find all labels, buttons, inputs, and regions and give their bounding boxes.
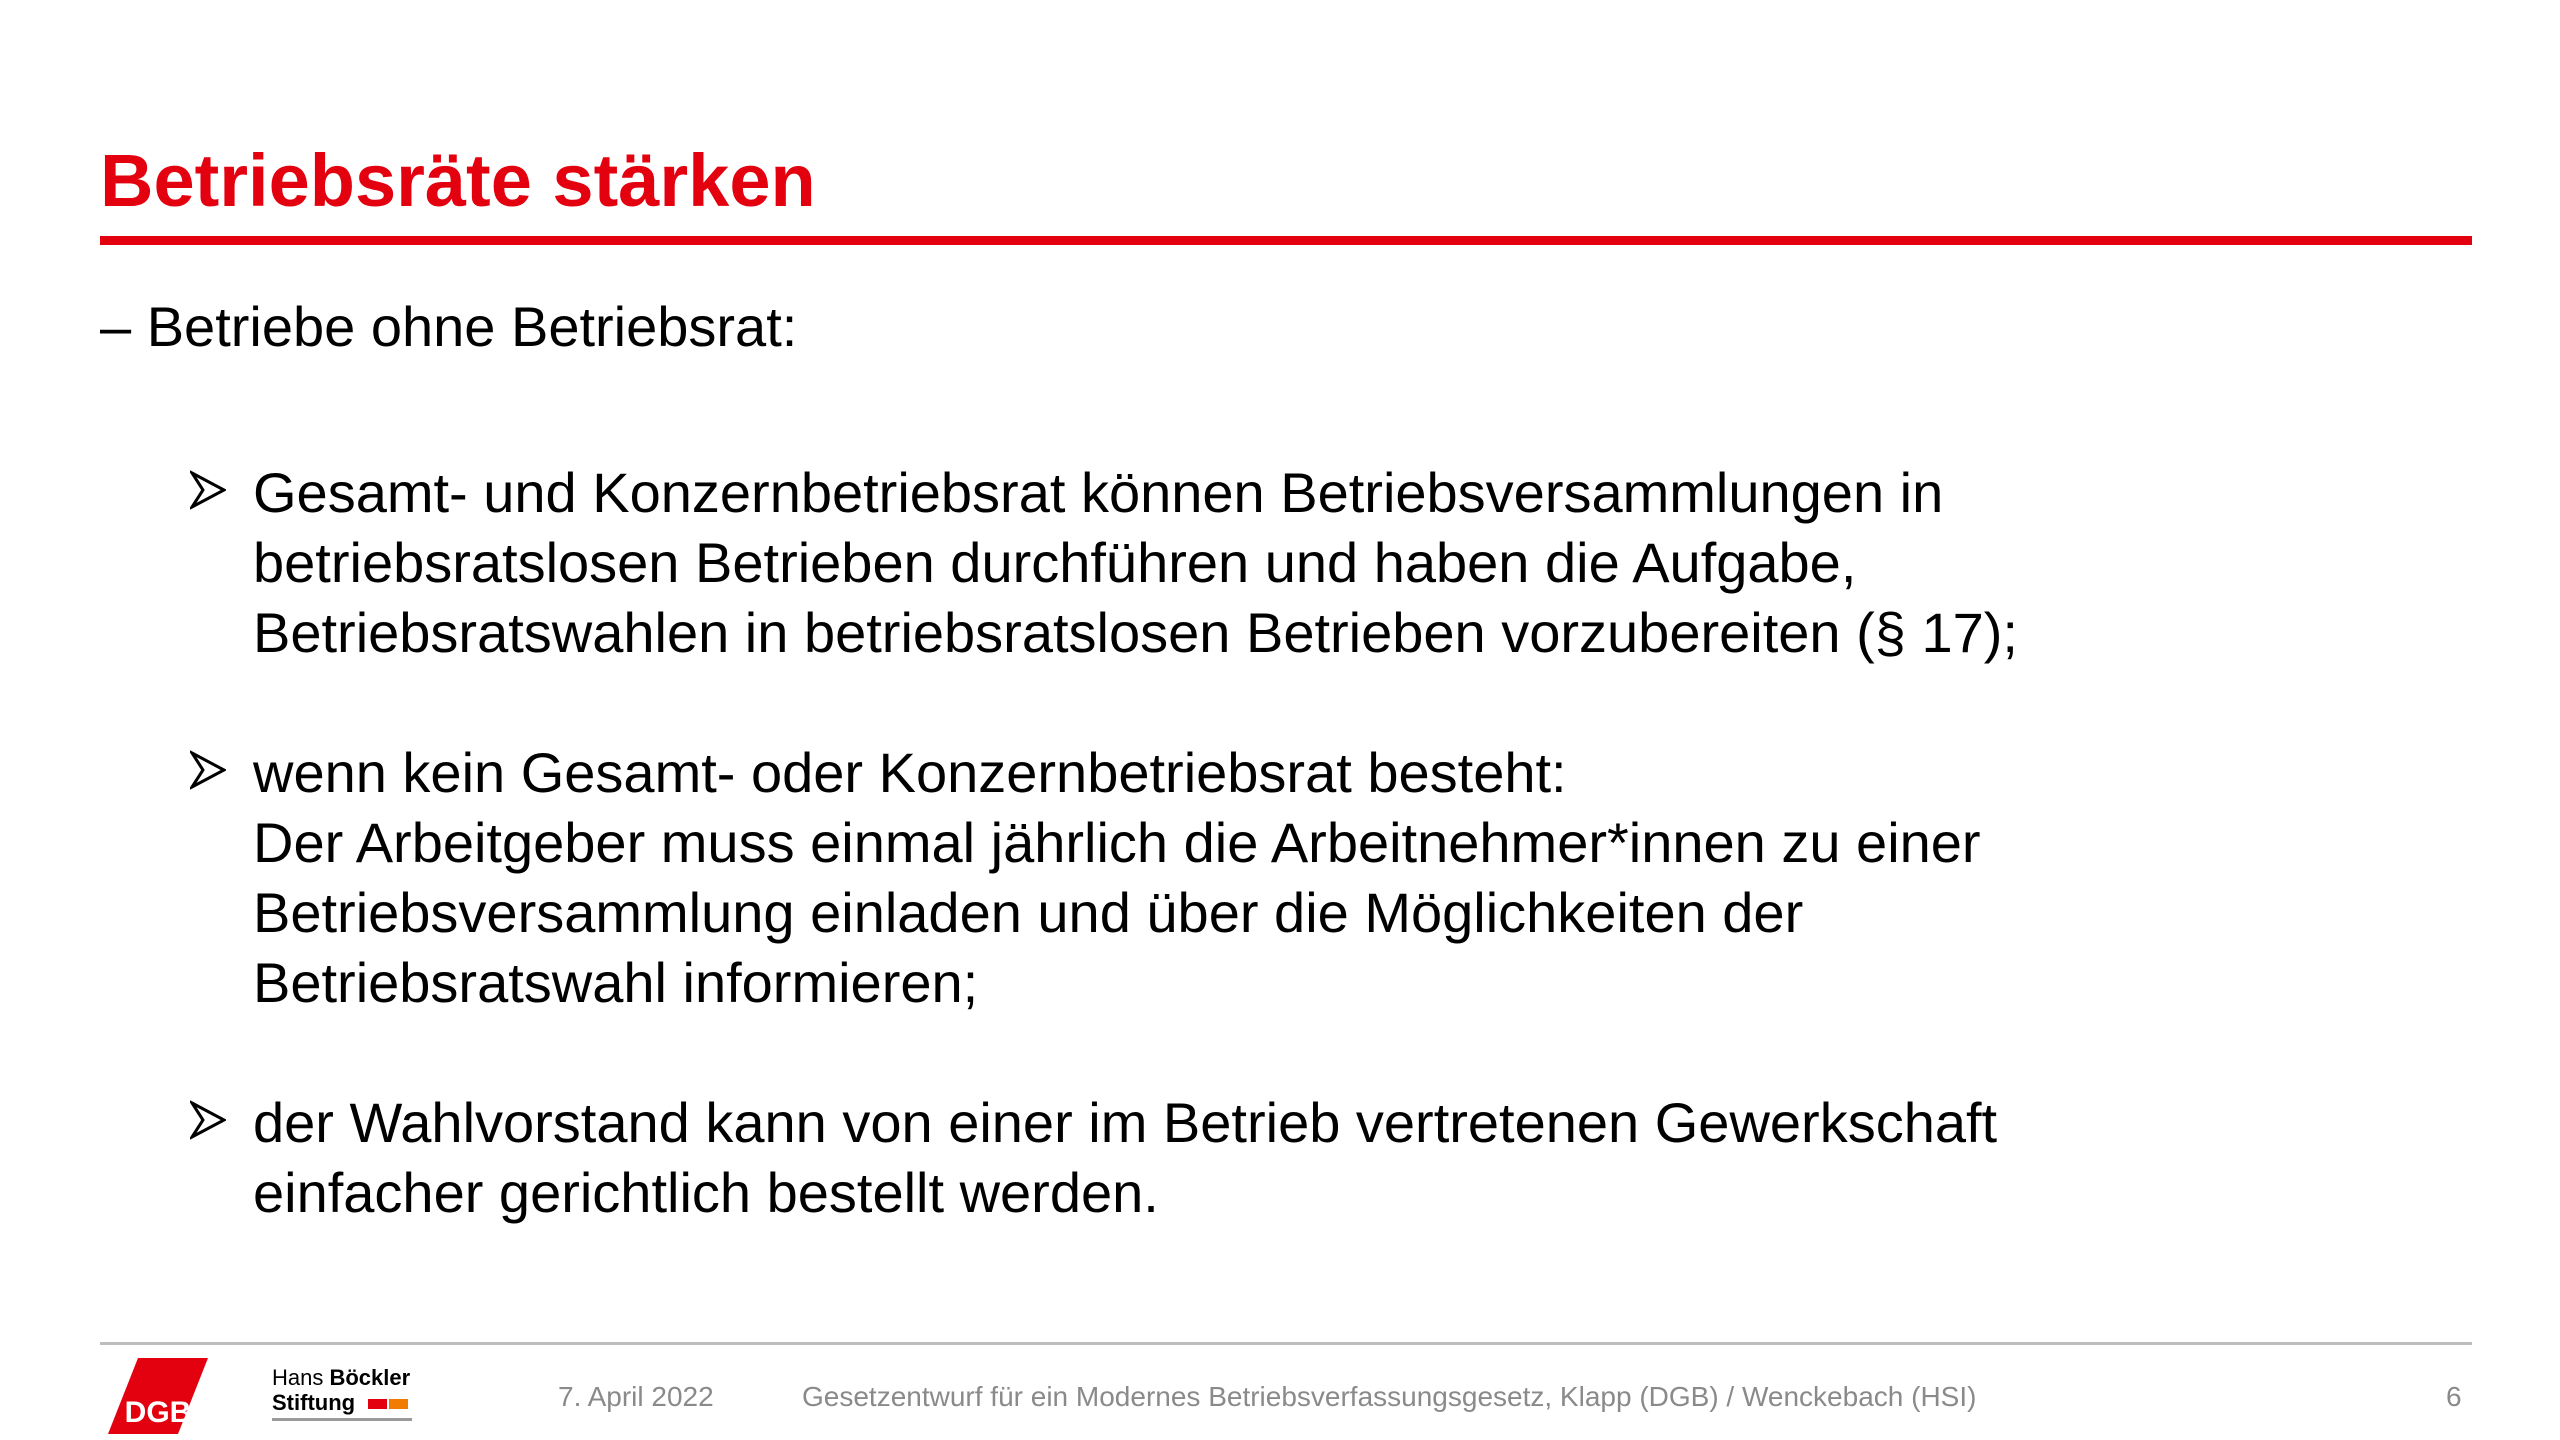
hans-boeckler-stiftung-logo [272,1366,422,1430]
dgb-logo [108,1358,208,1434]
bullet-line: Betriebsversammlung einladen und über die Möglichkeiten der [253,881,1804,944]
dgb-logo-text: DGB [124,1396,192,1429]
bullet-line: wenn kein Gesamt- oder Konzernbetriebsrat besteht: [253,741,1567,804]
arrowhead-bullet-icon [190,1088,244,1158]
hbs-logo-line2: Stiftung [272,1390,356,1415]
title-underline [100,236,2472,245]
bullet-line: Gesamt- und Konzernbetriebsrat können Betriebsversammlungen in [253,461,1944,524]
bullet-line: Der Arbeitgeber muss einmal jährlich die Arbeitnehmer*innen zu einer [253,811,1981,874]
bullet-line: betriebsratslosen Betrieben durchführen und haben die Aufgabe, [253,531,1857,594]
hbs-logo-squares [368,1399,408,1409]
footer-date: 7. April 2022 [558,1381,714,1412]
footer-divider [100,1342,2472,1345]
bullet-line: Betriebsratswahlen in betriebsratslosen Betrieben vorzubereiten (§ 17); [253,601,2018,664]
bullet-line: der Wahlvorstand kann von einer im Betrieb vertretenen Gewerkschaft [253,1091,1998,1154]
hbs-logo-tagline [272,1418,412,1421]
slide-title: Betriebsräte stärken [100,139,816,222]
bullet-line: einfacher gerichtlich bestellt werden. [253,1161,1159,1224]
page-number: 6 [2446,1381,2462,1412]
footer-presentation-title: Gesetzentwurf für ein Modernes Betriebsverfassungsgesetz, Klapp (DGB) / Wenckebach (HSI) [802,1381,1977,1412]
arrowhead-bullet-icon [190,738,244,808]
hbs-logo-line1: Hans Böckler [272,1365,411,1390]
arrowhead-bullet-icon [190,458,244,528]
intro-text: – Betriebe ohne Betriebsrat: [100,295,798,358]
bullet-line: Betriebsratswahl informieren; [253,951,979,1014]
